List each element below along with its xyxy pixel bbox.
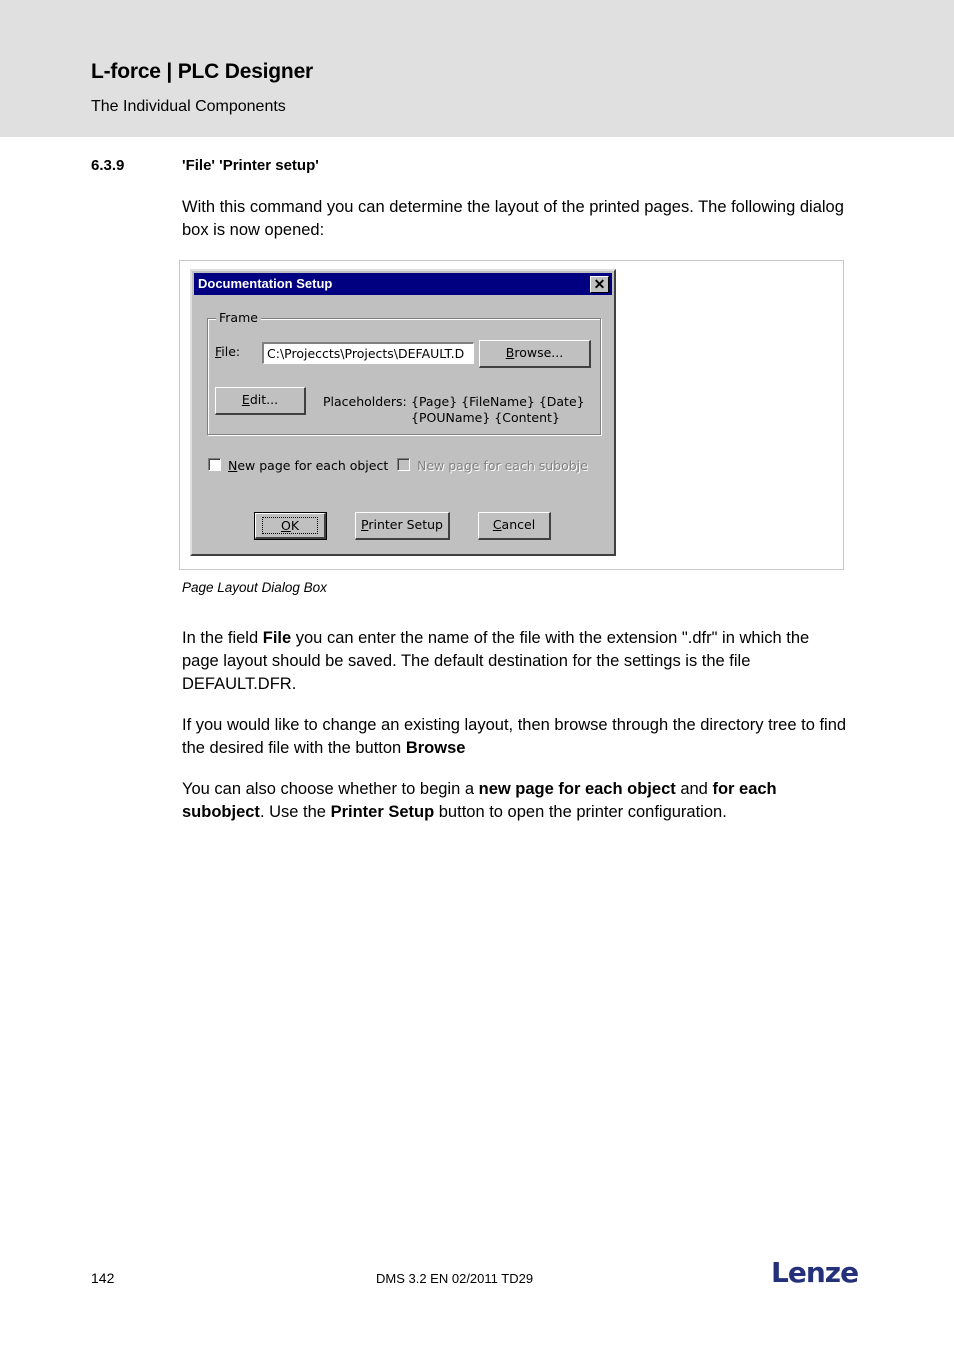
documentation-setup-dialog (190, 269, 616, 556)
new-page-object-label: New page for each object (228, 458, 389, 473)
intro-paragraph: With this command you can determine the layout of the printed pages. The following dialog box is now opened: (182, 198, 844, 239)
document-subtitle: The Individual Components (91, 98, 286, 115)
new-page-object-checkbox[interactable] (208, 458, 221, 471)
placeholders-line-1: {Page} {FileName} {Date} (411, 394, 585, 409)
file-label: File: (215, 344, 241, 359)
dialog-titlebar (194, 273, 612, 295)
placeholders-line-2: {POUName} {Content} (411, 410, 560, 425)
new-page-subobject-checkbox[interactable] (397, 458, 410, 471)
paragraph-new-page: You can also choose whether to begin a new page for each object and for each subobject. Use the Printer Setup button to open the printer configuration. (182, 780, 777, 821)
document-id: DMS 3.2 EN 02/2011 TD29 (376, 1271, 534, 1286)
section-title: 'File' 'Printer setup' (182, 157, 319, 174)
printer-setup-button[interactable]: Printer Setup (355, 512, 450, 540)
close-icon[interactable]: ✕ (590, 276, 609, 293)
cancel-button[interactable]: Cancel (478, 512, 551, 540)
frame-group-label: Frame (216, 310, 261, 325)
placeholders-label: Placeholders: (323, 394, 407, 409)
paragraph-browse: If you would like to change an existing layout, then browse through the directory tree to find the desired file with the button Browse (182, 716, 847, 757)
browse-button[interactable]: Browse... (479, 340, 591, 368)
dialog-title: Documentation Setup (198, 276, 333, 291)
edit-button[interactable]: Edit... (215, 387, 306, 415)
figure-caption: Page Layout Dialog Box (182, 580, 327, 595)
lenze-logo: Lenze (771, 1256, 859, 1289)
document-title: L-force | PLC Designer (91, 60, 314, 83)
page-number: 142 (91, 1270, 115, 1286)
file-input[interactable]: C:\Projeccts\Projects\DEFAULT.D (262, 342, 474, 364)
section-number: 6.3.9 (91, 157, 125, 174)
new-page-subobject-label: New page for each subobje (417, 458, 588, 473)
paragraph-file-field: In the field File you can enter the name of the file with the extension ".dfr" in which the page layout should be saved. The default destination for the settings is the file DEFAULT.DFR. (182, 629, 810, 693)
ok-button[interactable]: OK (255, 513, 326, 539)
